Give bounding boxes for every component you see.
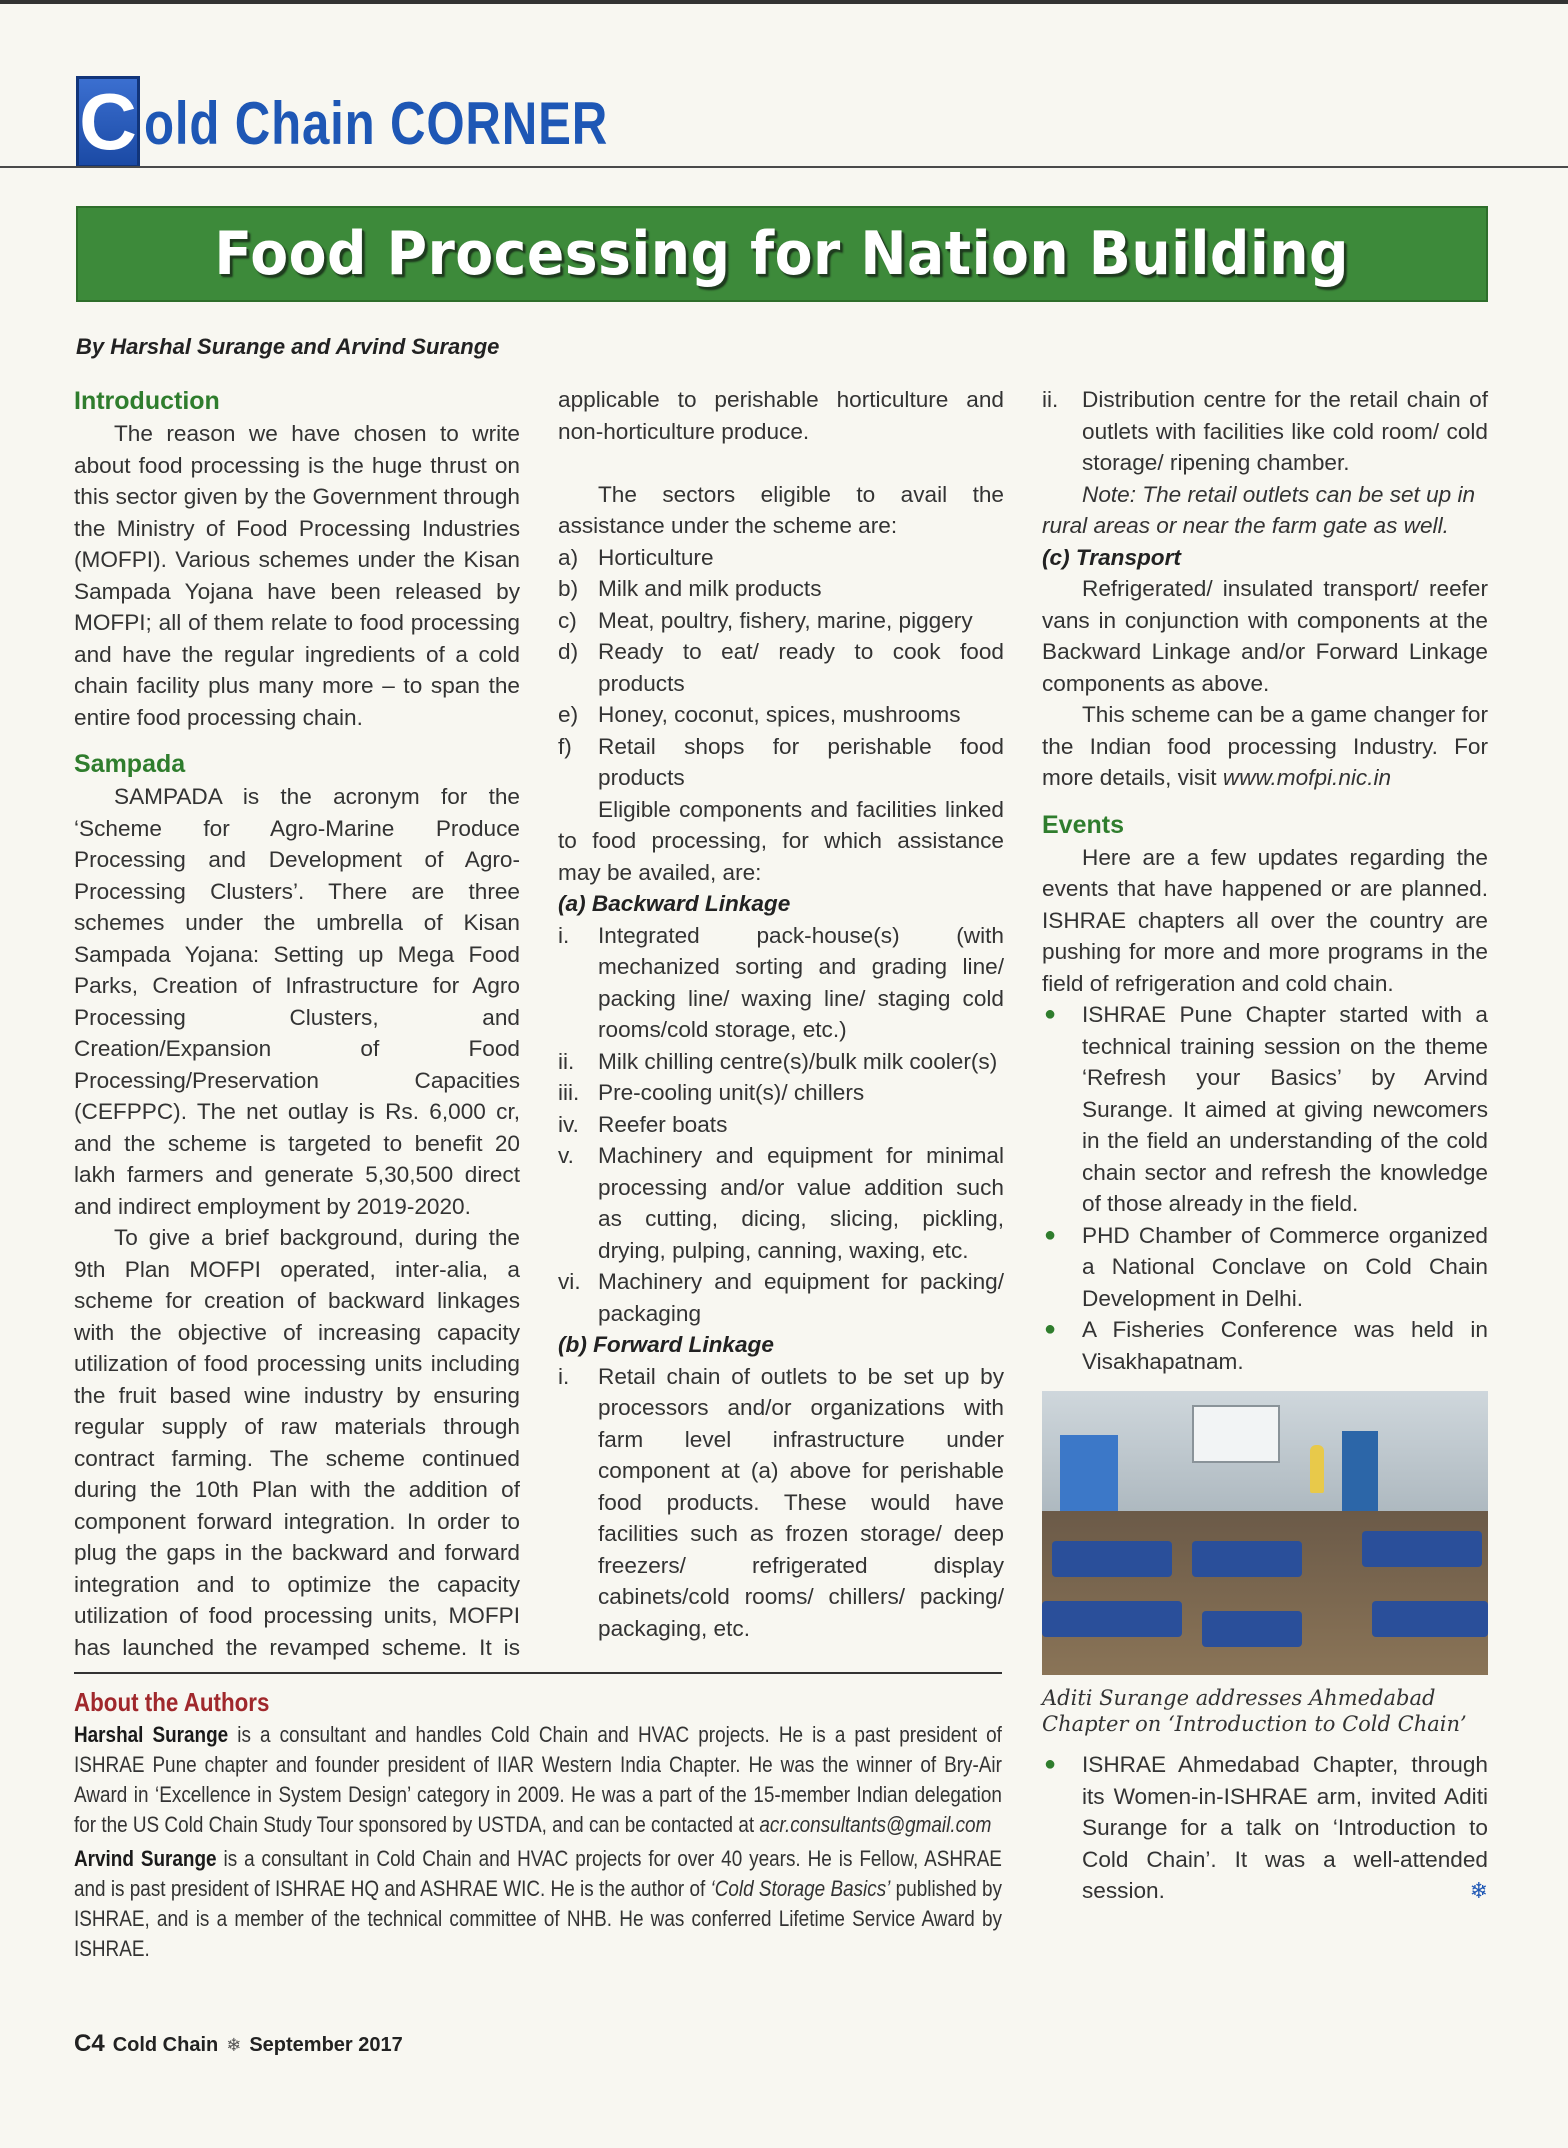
bullet-icon: ● — [1044, 1223, 1057, 1246]
list-item: iv. Reefer boats — [558, 1111, 728, 1137]
list-item: ● ISHRAE Ahmedabad Chapter, through its Women-in-ISHRAE arm, invited Aditi Surange for a talk on ‘Introduction to Cold Chain’. It was a well-attended session. ❄ — [1042, 1749, 1488, 1907]
heading-sampada: Sampada — [74, 750, 186, 778]
masthead-initial: C — [76, 76, 140, 168]
list-item: ● ISHRAE Pune Chapter started with a technical training session on the theme ‘Refresh your Basics’ by Arvind Surange. It aimed at giving newcomers in the field an understanding of the cold chain sector and refresh the knowledge of those already in the field. — [1042, 999, 1488, 1220]
events-list — [1042, 999, 1488, 1377]
game-changer-paragraph: This scheme can be a game changer for the Indian food processing Industry. For more details, visit www.mofpi.nic.in — [1042, 702, 1488, 790]
bullet-icon: ● — [1044, 1003, 1057, 1025]
list-item: ii. Milk chilling centre(s)/bulk milk cooler(s) — [558, 1048, 998, 1074]
author-email-link[interactable]: acr.consultants@gmail.com — [759, 1812, 992, 1837]
eligible-components-text: Eligible components and facilities linked to food processing, for which assistance may be availed, are: — [558, 796, 1004, 885]
heading-forward-linkage: (b) Forward Linkage — [558, 1332, 774, 1357]
article-title: Food Processing for Nation Building — [214, 219, 1350, 289]
mofpi-link[interactable]: www.mofpi.nic.in — [1222, 765, 1392, 790]
byline: By Harshal Surange and Arvind Surange — [76, 334, 500, 359]
list-item: v. Machinery and equipment for minimal processing and/or value addition such as cutting, dicing, slicing, pickling, drying, pulping, canning, waxing, etc. — [558, 1143, 1004, 1263]
author-1-bio: Harshal Surange is a consultant and handles Cold Chain and HVAC projects. He is a past president of ISHRAE Pune chapter and founder president of IIAR Western India Chapter. He was the winner of Bry-Air Award in ‘Excellence in System Design’ category in 2009. He was a part of the 15-member Indian delegation for the US Cold Chain Study Tour sponsored by USTDA, and can be contacted at acr.consultants@gmail.com — [74, 1722, 1002, 1837]
list-item: ● A Fisheries Conference was held in Visakhapatnam. — [1042, 1314, 1488, 1377]
sampada-paragraph-1: SAMPADA is the acronym for the ‘Scheme for Agro-Marine Produce Processing and Development of Agro-Processing Clusters’. There are three schemes under the umbrella of Kisan Sampada Yojana: Setting up Mega Food Parks, Creation of Infrastructure for Agro Processing Clusters, and Creation/Expansion of Food Processing/Preservation Capacities (CEFPPC). The net outlay is Rs. 6,000 cr, and the scheme is targeted to benefit 20 lakh farmers and generate 5,30,500 direct and indirect employment by 2019-2020. — [74, 784, 520, 1219]
author-2-bio: Arvind Surange is a consultant in Cold Chain and HVAC projects for over 40 years. He is Fellow, ASHRAE and is past president of ISHRAE HQ and ASHRAE WIC. He is the author of ‘Cold Storage Basics’ published by ISHRAE, and is a member of the technical committee of NHB. He was conferred Lifetime Service Award by ISHRAE. — [74, 1846, 1002, 1961]
snowflake-icon: ❄ — [226, 2035, 242, 2055]
event-photo — [1042, 1391, 1488, 1675]
retail-note: Note: The retail outlets can be set up in rural areas or near the farm gate as well. — [1042, 481, 1476, 538]
column-3 — [1042, 384, 1488, 1907]
about-authors — [74, 1684, 1002, 1964]
list-item: c) Meat, poultry, fishery, marine, piggery — [558, 607, 973, 633]
page-number: C4 — [74, 2030, 105, 2057]
authors-heading: About the Authors — [74, 1687, 270, 1717]
sampada-paragraph-2: To give a brief background, during the 9th Plan MOFPI operated, inter-alia, a scheme for creation of backward linkages with the objective of increasing capacity utilization of food processing units including the fruit based wine industry by ensuring regular supply of raw materials through contract farming. The scheme continued during the 10th Plan with the addition of component forward integration. In order to plug the gaps in the backward and forward integration and to optimize the capacity utilization of food processing units, MOFPI has launched the revamped scheme. It is — [74, 1225, 520, 1660]
list-item: e) Honey, coconut, spices, mushrooms — [558, 702, 961, 727]
column-2 — [558, 384, 1004, 1644]
list-item: ● PHD Chamber of Commerce organized a National Conclave on Cold Chain Development in Delhi. — [1042, 1220, 1488, 1315]
heading-introduction: Introduction — [74, 387, 220, 415]
masthead-title: old Chain CORNER — [144, 90, 609, 157]
list-item: vi. Machinery and equipment for packing/ packaging — [558, 1269, 1004, 1326]
sampada-paragraph-2-continued: applicable to perishable horticulture and non-horticulture produce. — [558, 387, 1004, 444]
list-item: d) Ready to eat/ ready to cook food products — [558, 639, 1004, 696]
transport-paragraph: Refrigerated/ insulated transport/ reefer vans in conjunction with components at the Backward Linkage and/or Forward Linkage components as above. — [1042, 576, 1488, 696]
sectors-list — [558, 542, 1004, 794]
heading-transport: (c) Transport — [1042, 544, 1181, 570]
end-snowflake-icon: ❄ — [1469, 1878, 1488, 1903]
issue-date: September 2017 — [249, 2034, 403, 2056]
list-item: i. Retail chain of outlets to be set up by processors and/or organizations with farm level infrastructure under component at (a) above for perishable food products. These would have facilities such as frozen storage/ deep freezers/ refrigerated display cabinets/cold rooms/ chillers/ packing/ packaging, etc. — [558, 1363, 1004, 1641]
backward-linkage-list — [558, 920, 1004, 1330]
list-item: f) Retail shops for perishable food products — [558, 733, 1004, 790]
top-border — [0, 0, 1568, 4]
header-rule — [0, 166, 1568, 168]
forward-linkage-list-continued — [1042, 384, 1488, 479]
bullet-icon: ● — [1044, 1318, 1057, 1340]
list-item: a) Horticulture — [558, 544, 714, 570]
forward-linkage-list — [558, 1361, 1004, 1645]
list-item: ii. Distribution centre for the retail chain of outlets with facilities like cold room/ cold storage/ ripening chamber. — [1042, 387, 1488, 475]
title-banner — [76, 206, 1488, 302]
list-item: b) Milk and milk products — [558, 576, 822, 601]
intro-paragraph: The reason we have chosen to write about food processing is the huge thrust on this sector given by the Government through the Ministry of Food Processing Industries (MOFPI). Various schemes under the Kisan Sampada Yojana have been released by MOFPI; all of them relate to food processing and have the regular ingredients of a cold chain facility plus many more – to span the entire food processing chain. — [74, 421, 520, 730]
heading-events: Events — [1042, 810, 1124, 839]
events-list-2 — [1042, 1749, 1488, 1907]
events-intro: Here are a few updates regarding the events that have happened or are planned. ISHRAE chapters all over the country are pushing for more and more programs in the field of refrigeration and cold chain. — [1042, 844, 1488, 996]
bullet-icon: ● — [1044, 1753, 1057, 1775]
page-footer — [74, 2030, 403, 2058]
photo-caption: Aditi Surange addresses Ahmedabad Chapter on ‘Introduction to Cold Chain’ — [1042, 1686, 1467, 1736]
column-1 — [74, 384, 520, 1663]
authors-rule — [74, 1672, 1002, 1674]
list-item: iii. Pre-cooling unit(s)/ chillers — [558, 1080, 865, 1105]
heading-backward-linkage: (a) Backward Linkage — [558, 891, 791, 916]
magazine-name: Cold Chain — [112, 2034, 219, 2056]
masthead — [76, 76, 710, 168]
sectors-intro: The sectors eligible to avail the assistance under the scheme are: — [558, 481, 1004, 538]
list-item: i. Integrated pack-house(s) (with mechanized sorting and grading line/ packing line/ waxing line/ staging cold rooms/cold storage, etc.) — [558, 922, 1004, 1042]
